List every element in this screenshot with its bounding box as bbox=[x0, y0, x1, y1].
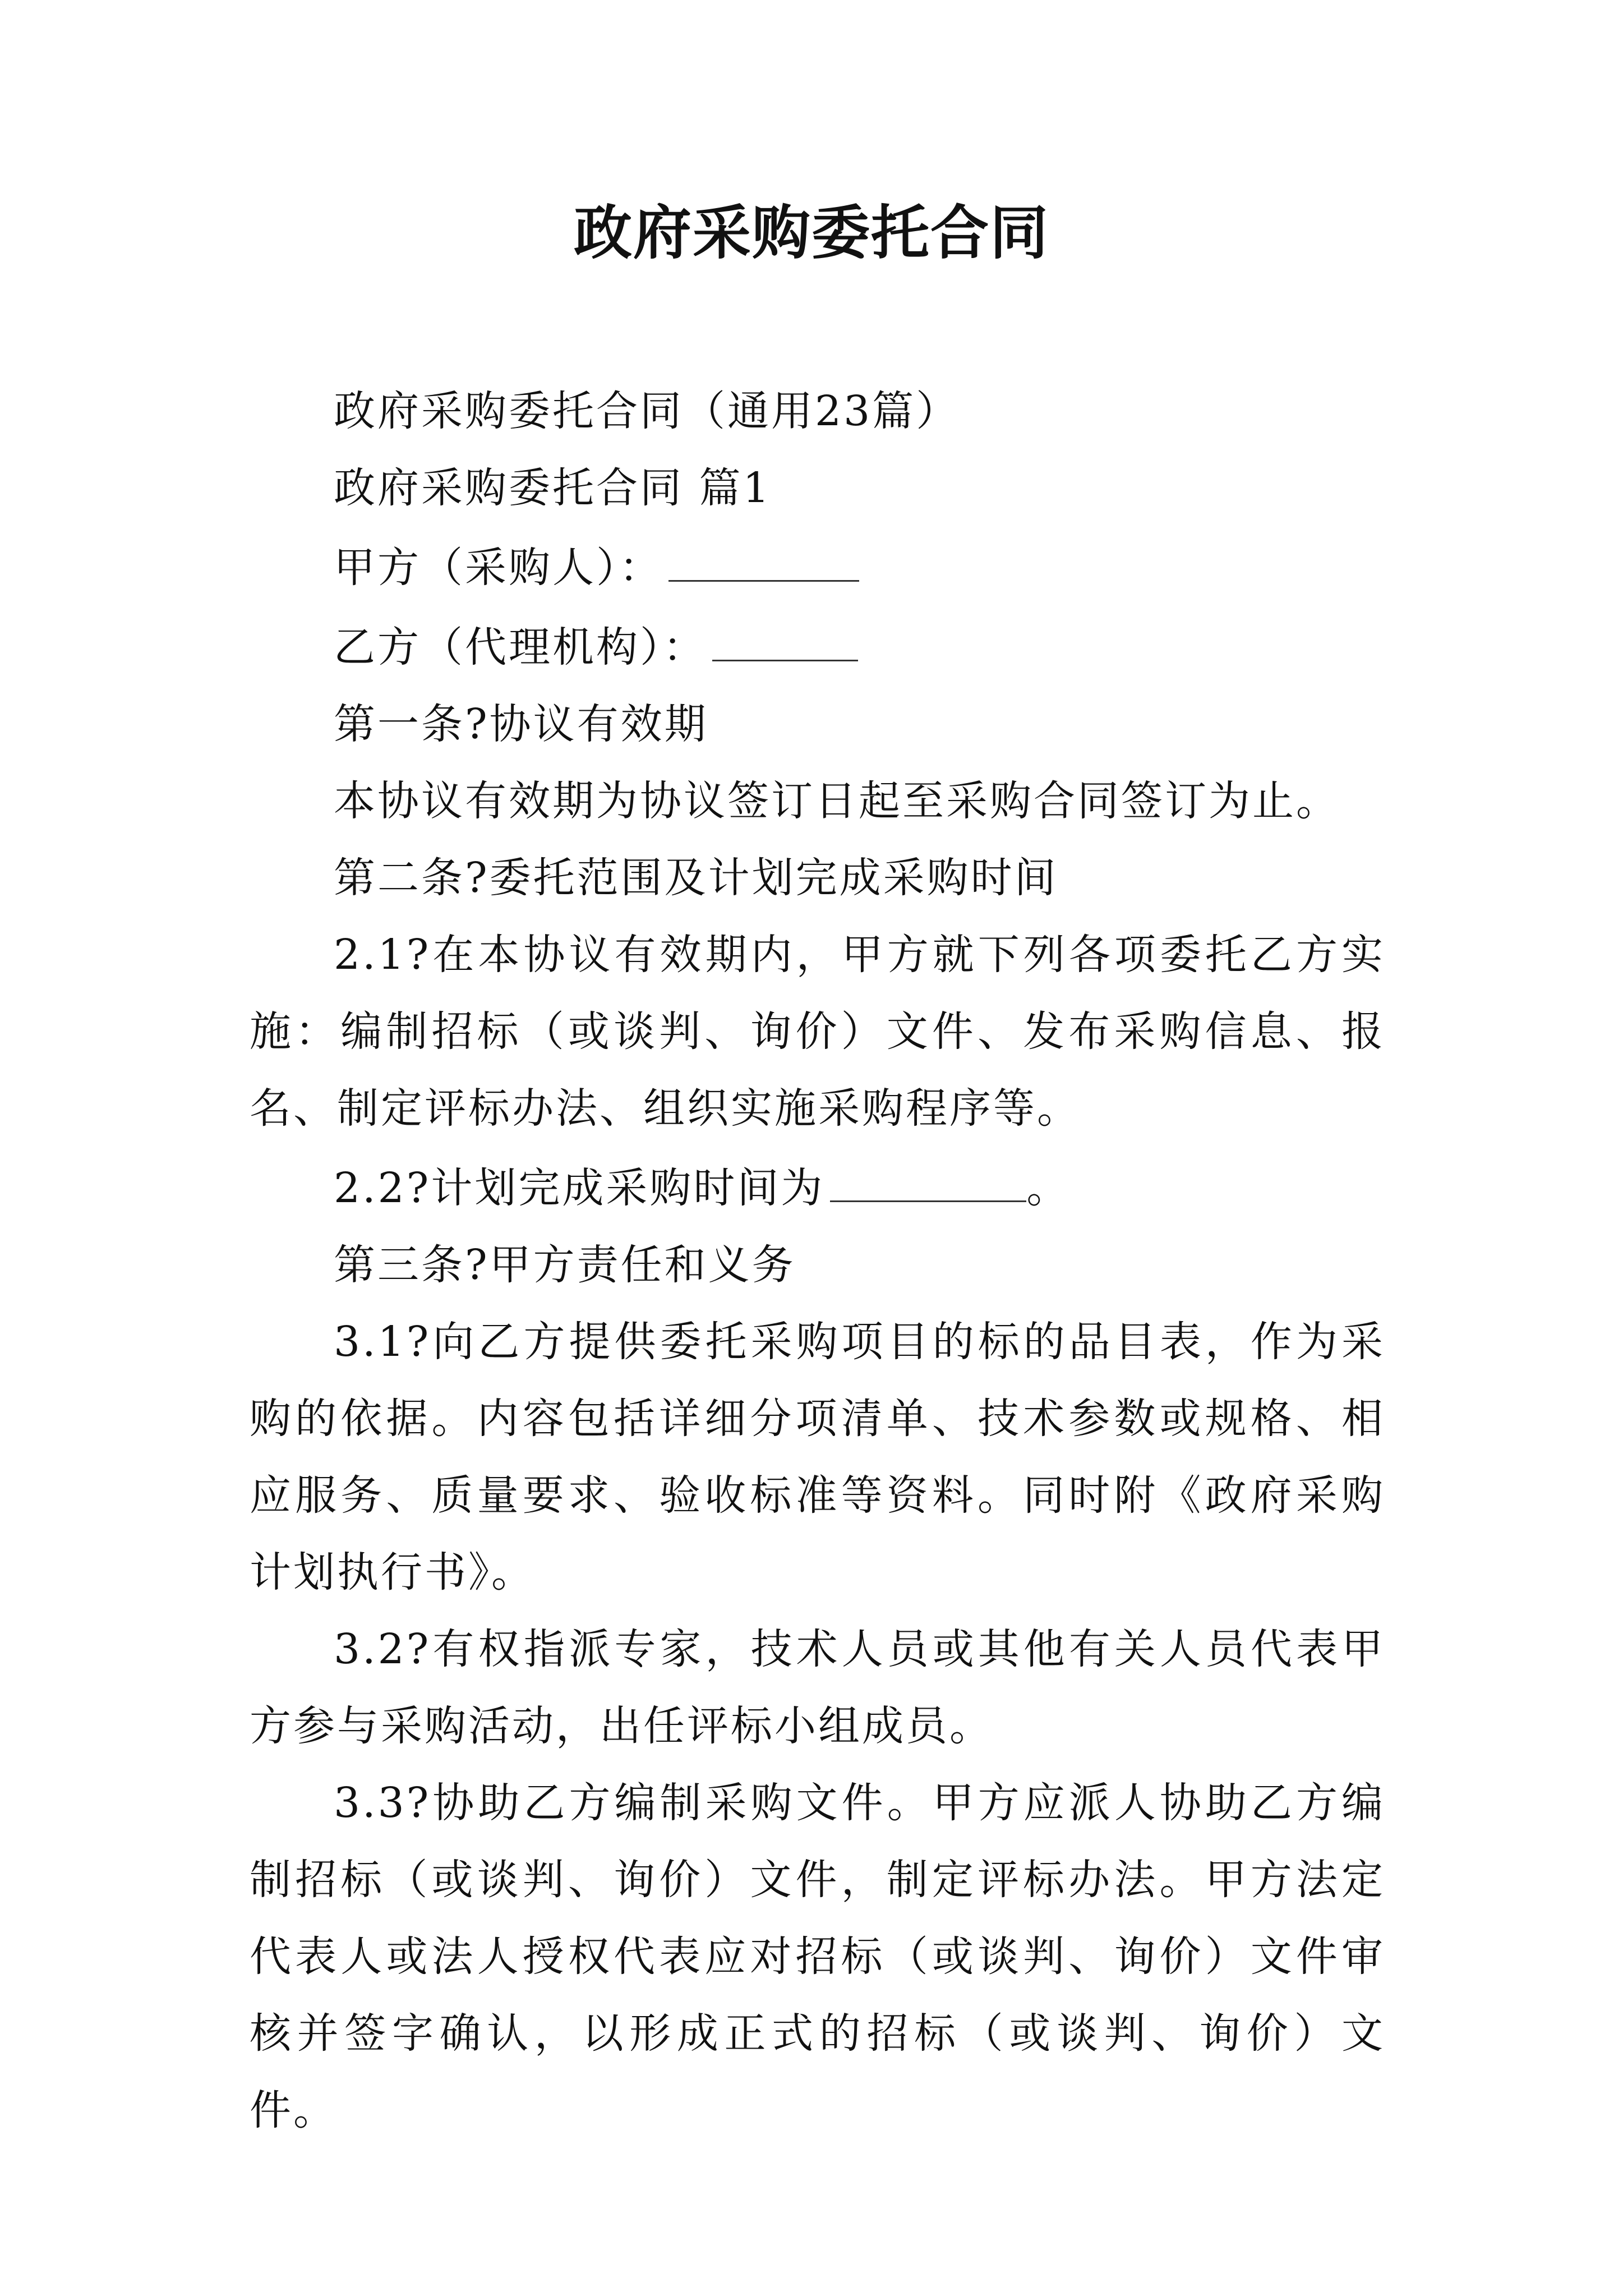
clause-2-2 bbox=[250, 1147, 1385, 1227]
article-2-heading: 第二条?委托范围及计划完成采购时间 bbox=[334, 854, 1058, 902]
clause-3-2: 3.2?有权指派专家，技术人员或其他有关人员代表甲方参与采购活动，出任评标小组成员。 bbox=[250, 1625, 1385, 1750]
clause-3-1: 3.1?向乙方提供委托采购项目的标的品目表，作为采购的依据。内容包括详细分项清单、技术参数或规格、相应服务、质量要求、验收标准等资料。同时附《政府采购计划执行书》。 bbox=[250, 1318, 1385, 1596]
document-body bbox=[250, 373, 1385, 2149]
clause-2-1: 2.1?在本协议有效期内，甲方就下列各项委托乙方实施：编制招标（或谈判、询价）文件、发布采购信息、报名、制定评标办法、组织实施采购程序等。 bbox=[250, 931, 1385, 1133]
clause-2-2-text: 2.2?计划完成采购时间为 bbox=[334, 1164, 825, 1212]
subtitle-paragraph: 政府采购委托合同（通用23篇） bbox=[334, 387, 960, 435]
party-a-blank bbox=[668, 527, 859, 582]
clause-2-2-blank bbox=[830, 1147, 1026, 1202]
article-1-text: 本协议有效期为协议签订日起至采购合同签订为止。 bbox=[334, 777, 1340, 825]
party-b-line bbox=[250, 606, 1385, 686]
section-heading: 政府采购委托合同 篇1 bbox=[334, 464, 772, 512]
party-b-label: 乙方（代理机构）： bbox=[334, 623, 707, 671]
clause-2-2-end: 。 bbox=[1026, 1164, 1071, 1212]
clause-3-3: 3.3?协助乙方编制采购文件。甲方应派人协助乙方编制招标（或谈判、询价）文件，制定评标办法。甲方法定代表人或法人授权代表应对招标（或谈判、询价）文件审核并签字确认，以形成正式的招标（或谈判、询价）文件。 bbox=[250, 1779, 1385, 2134]
party-a-label: 甲方（采购人）： bbox=[334, 544, 663, 592]
document-title: 政府采购委托合同 bbox=[573, 198, 1049, 267]
article-1-heading: 第一条?协议有效期 bbox=[334, 700, 708, 748]
party-a-line bbox=[250, 527, 1385, 606]
article-3-heading: 第三条?甲方责任和义务 bbox=[334, 1241, 796, 1289]
party-b-blank bbox=[712, 606, 858, 661]
